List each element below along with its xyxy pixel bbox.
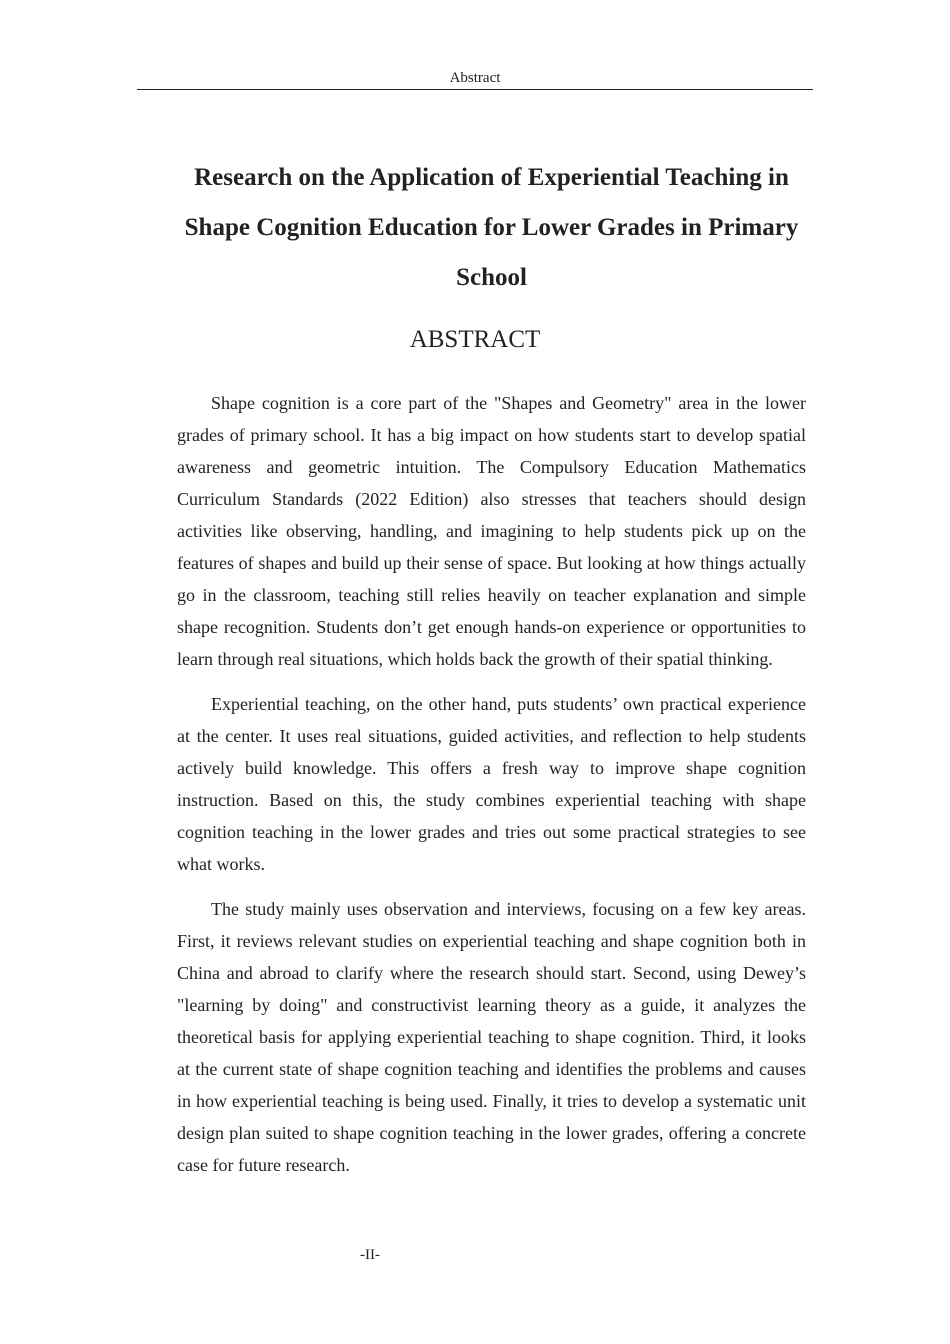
section-heading: ABSTRACT <box>409 326 541 353</box>
page-number: -II- <box>360 1247 380 1263</box>
paragraph-3: The study mainly uses observation and interviews, focusing on a few key areas. First, it reviews relevant studies on experiential teaching and shape cognition both in China and abroad to clarify where the research should start. Second, using Dewey’s "learning by doing" and constructivist learning theory as a guide, it analyzes the theoretical basis for applying experiential teaching to shape cognition. Third, it looks at the current state of shape cognition teaching and identifies the problems and causes in how experiential teaching is being used. Finally, it tries to develop a systematic unit design plan suited to shape cognition teaching in the lower grades, offering a concrete case for future research. <box>177 899 806 1175</box>
running-header <box>137 68 813 90</box>
document-title: Research on the Application of Experiential Teaching in Shape Cognition Education for Lower Grades in Primary School <box>184 164 799 291</box>
running-header-title: Abstract <box>449 70 501 86</box>
abstract-body <box>177 387 806 1194</box>
paragraph-2: Experiential teaching, on the other hand, puts students’ own practical experience at the center. It uses real situations, guided activities, and reflection to help students actively build knowledge. This offers a fresh way to improve shape cognition instruction. Based on this, the study combines experiential teaching with shape cognition teaching in the lower grades and tries out some practical strategies to see what works. <box>177 694 806 874</box>
paragraph-1: Shape cognition is a core part of the "Shapes and Geometry" area in the lower grades of primary school. It has a big impact on how students start to develop spatial awareness and geometric intuition. The Compulsory Education Mathematics Curriculum Standards (2022 Edition) also stresses that teachers should design activities like observing, handling, and imagining to help students pick up on the features of shapes and build up their sense of space. But looking at how things actually go in the classroom, teaching still relies heavily on teacher explanation and simple shape recognition. Students don’t get enough hands-on experience or opportunities to learn through real situations, which holds back the growth of their spatial thinking. <box>177 393 806 669</box>
